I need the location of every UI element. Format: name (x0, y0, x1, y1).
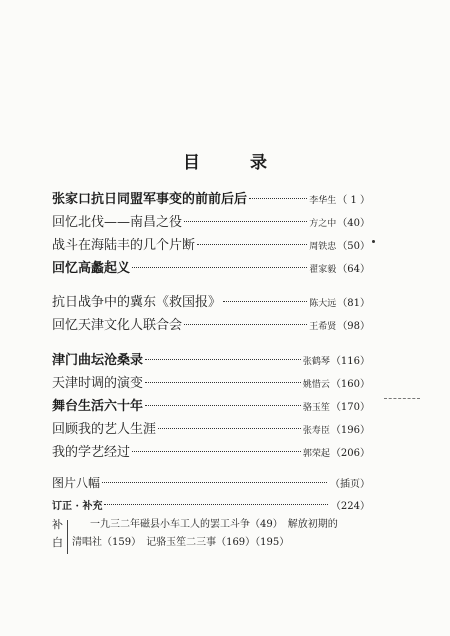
leader-dots (197, 244, 307, 245)
leader-dots (132, 267, 307, 268)
toc-entry-title: 回忆北伐——南昌之役 (52, 215, 183, 230)
toc-entry-plates[interactable] (52, 472, 370, 495)
toc-entry-author: 翟家毅 (309, 265, 337, 275)
leader-dots (145, 382, 301, 383)
leader-dots (249, 198, 307, 199)
side-char-bottom: 白 (52, 536, 63, 549)
toc-group-misc (52, 472, 370, 518)
leader-dots (184, 324, 307, 325)
toc-entry-title: 我的学艺经过 (52, 445, 131, 460)
toc-entry[interactable] (52, 441, 370, 464)
supplement-line-2: 清唱社（159） 记骆玉笙二三事（169）（195） (72, 537, 290, 548)
toc-entry-author: 方之中 (309, 219, 337, 229)
leader-dots (132, 451, 301, 452)
leader-dots (158, 428, 301, 429)
toc-entry[interactable] (52, 188, 370, 211)
leader-dots (145, 405, 301, 406)
toc-entry-author: 王希贤 (309, 322, 337, 332)
toc-entry-page: （116） (330, 356, 370, 367)
toc-entry[interactable] (52, 234, 370, 257)
toc-entry-page: （40） (337, 218, 370, 229)
page-title: 目 录 (183, 153, 289, 173)
toc-entry[interactable] (52, 314, 370, 337)
toc-entry[interactable] (52, 349, 370, 372)
leader-dots (184, 221, 307, 222)
toc-entry-page: （81） (337, 298, 370, 309)
toc-entry[interactable] (52, 291, 370, 314)
toc-entry[interactable] (52, 418, 370, 441)
toc-entry-page: （206） (330, 448, 370, 459)
toc-entry-author: 周铁忠 (309, 242, 337, 252)
pencil-scratch (384, 398, 420, 400)
toc-entry-title: 津门曲坛沧桑录 (52, 353, 144, 368)
toc-entry-title: 回忆天津文化人联合会 (52, 318, 183, 333)
toc-entry-title: 订正 · 补充 (52, 501, 103, 512)
supplement-side-label (52, 516, 64, 552)
toc-entry[interactable] (52, 257, 370, 280)
leader-dots (223, 301, 307, 302)
toc-entry-page: （196） (330, 425, 370, 436)
toc-entry-page: （98） (337, 321, 370, 332)
side-char-top: 补 (52, 518, 63, 531)
toc-entry-page: （64） (337, 264, 370, 275)
toc-entry-page: （160） (330, 379, 370, 390)
toc-entry-page: （170） (330, 402, 370, 413)
toc-entry-page: （插页） (330, 479, 370, 490)
toc-entry-title: 回忆高蠡起义 (52, 261, 131, 276)
toc-entry-errata[interactable] (52, 495, 370, 518)
toc-entry-page: （224） (330, 501, 370, 512)
toc-entry-author: 李华生 (309, 196, 337, 206)
toc-entry[interactable] (52, 395, 370, 418)
supplement-divider (67, 520, 68, 554)
toc-entry-title: 回顾我的艺人生涯 (52, 422, 157, 437)
toc-entry-author: 姚惜云 (302, 380, 330, 390)
toc-entry-author: 陈大远 (309, 299, 337, 309)
toc-entry-title: 抗日战争中的冀东《救国报》 (52, 295, 222, 310)
supplement-line-1: 一九三二年磁县小车工人的罢工斗争（49） 解放初期的 (90, 519, 338, 530)
leader-dots (145, 359, 301, 360)
toc-entry-author: 张寿臣 (302, 426, 330, 436)
toc-group-resistance (52, 291, 370, 337)
stray-mark (372, 240, 375, 243)
toc-entry-title: 战斗在海陆丰的几个片断 (52, 238, 196, 253)
toc-entry[interactable] (52, 372, 370, 395)
toc-entry-title: 张家口抗日同盟军事变的前前后后 (52, 192, 248, 207)
leader-dots (104, 504, 327, 505)
leader-dots (102, 482, 327, 483)
toc-entry-title: 舞台生活六十年 (52, 399, 144, 414)
toc-entry-author: 张鹤琴 (302, 357, 330, 367)
toc-entry-title: 图片八幅 (52, 476, 101, 490)
toc-entry-author: 郭荣起 (302, 449, 330, 459)
toc-entry-page: （50） (337, 241, 370, 252)
toc-entry-page: （ 1 ） (337, 195, 370, 206)
toc-group-revolution (52, 188, 370, 280)
toc-group-folk-arts (52, 349, 370, 464)
toc-entry[interactable] (52, 211, 370, 234)
toc-entry-title: 天津时调的演变 (52, 376, 144, 391)
toc-entry-author: 骆玉笙 (302, 403, 330, 413)
